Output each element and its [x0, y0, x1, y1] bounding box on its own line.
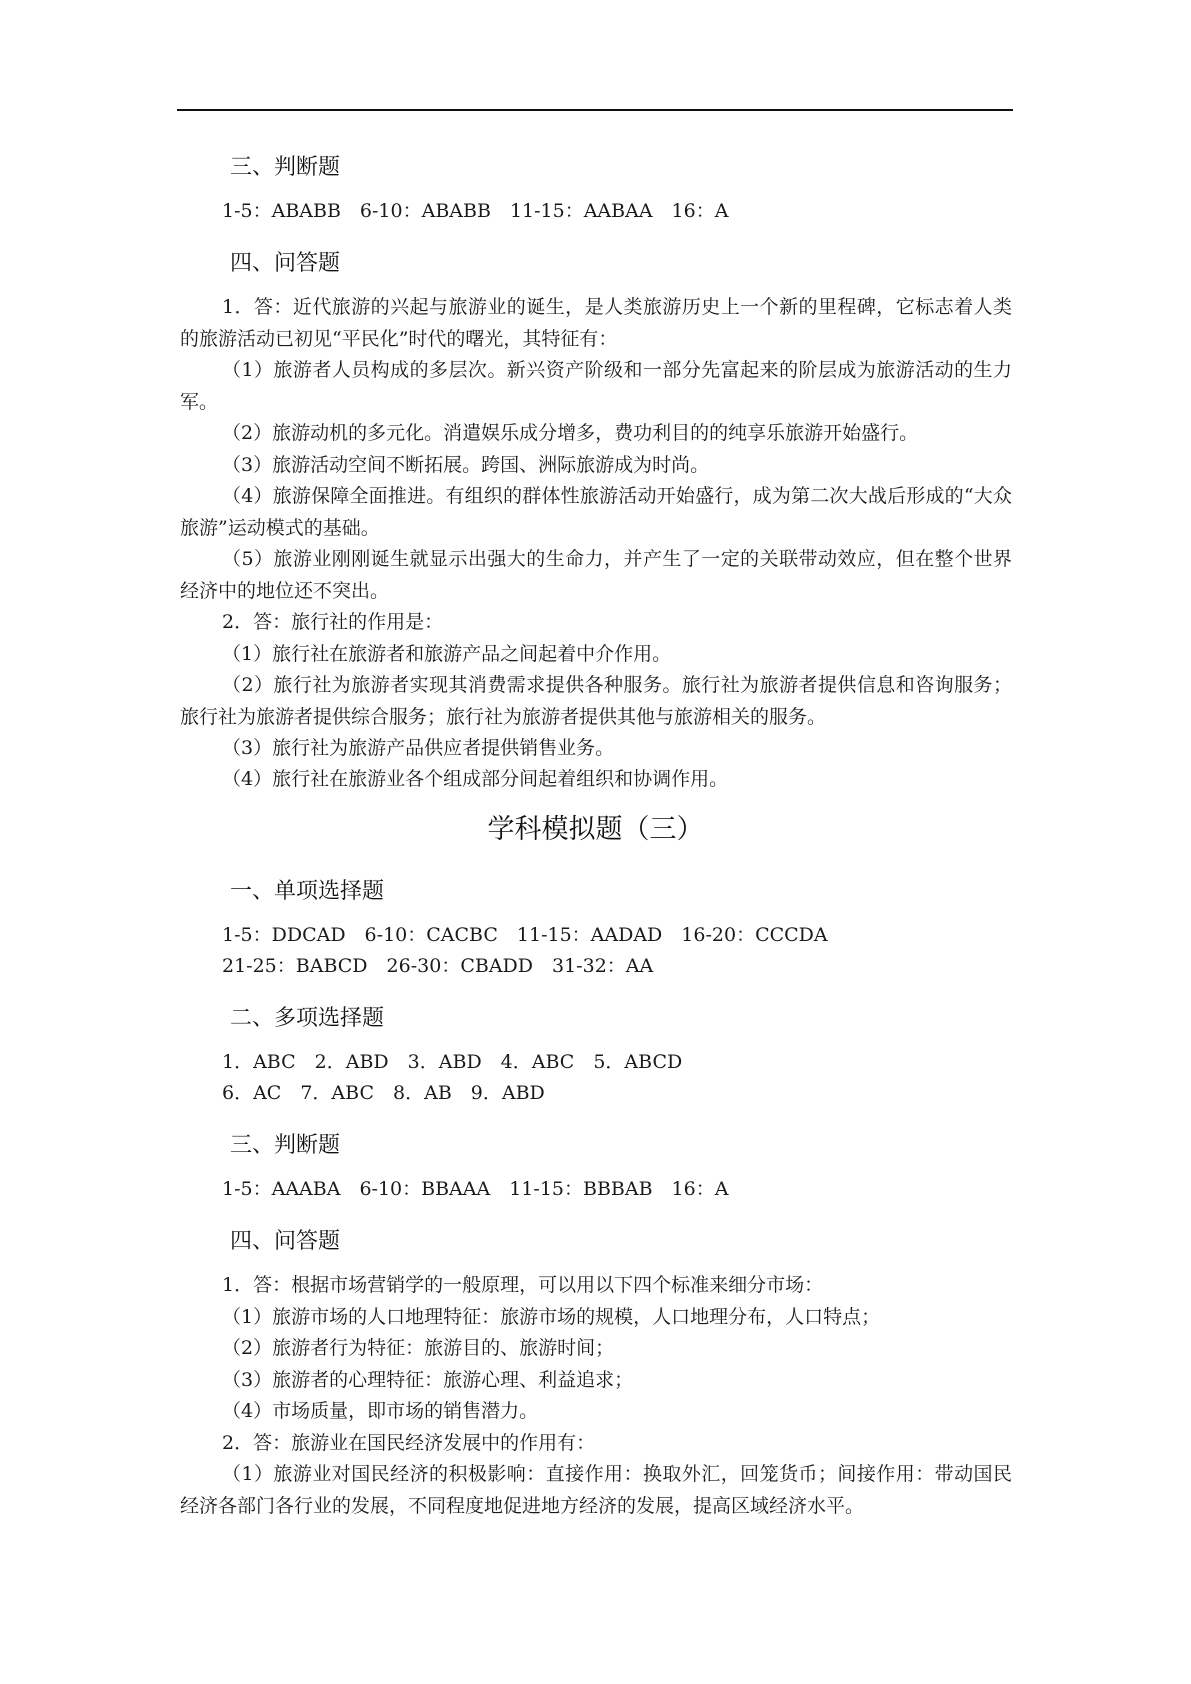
q1-point-3-2: （3）旅游者的心理特征：旅游心理、利益追求； [222, 1369, 634, 1391]
q1-point-3: （3）旅游活动空间不断拓展。跨国、洲际旅游成为时尚。 [222, 454, 710, 476]
q1-intro: 1．答：近代旅游的兴起与旅游业的诞生，是人类旅游历史上一个新的里程碑，它标志着人类的旅游活动已初见“平民化”时代的曙光，其特征有： [180, 296, 1012, 350]
q1-point-2-2: （2）旅游者行为特征：旅游目的、旅游时间； [222, 1337, 615, 1359]
q2-intro: 2．答：旅行社的作用是： [222, 611, 444, 633]
single-choice-heading: 一、单项选择题 [230, 879, 385, 904]
q1-point-2: （2）旅游动机的多元化。消遣娱乐成分增多，费功利目的的纯享乐旅游开始盛行。 [222, 422, 919, 444]
q2-point-1-2: （1）旅游业对国民经济的积极影响：直接作用：换取外汇，回笼货币；间接作用：带动国民经济各部门各行业的发展，不同程度地促进地方经济的发展，提高区域经济水平。 [180, 1463, 1012, 1517]
header-rule [177, 109, 1013, 111]
q2-point-3: （3）旅行社为旅游产品供应者提供销售业务。 [222, 737, 615, 759]
multi-choice-heading: 二、多项选择题 [230, 1006, 385, 1031]
qa-heading-2: 四、问答题 [230, 1229, 341, 1254]
page-title: 学科模拟题（三） [487, 814, 704, 845]
qa-heading: 四、问答题 [230, 251, 341, 276]
q1-point-4-2: （4）市场质量，即市场的销售潜力。 [222, 1400, 539, 1422]
judge-heading: 三、判断题 [230, 155, 341, 180]
single-choice-answers-1: 1-5：DDCAD 6-10：CACBC 11-15：AADAD 16-20：CCCDA [222, 924, 828, 946]
q2-point-1: （1）旅行社在旅游者和旅游产品之间起着中介作用。 [222, 643, 672, 665]
q1-point-4: （4）旅游保障全面推进。有组织的群体性旅游活动开始盛行，成为第二次大战后形成的“大众旅游”运动模式的基础。 [180, 485, 1012, 539]
single-choice-answers-2: 21-25：BABCD 26-30：CBADD 31-32：AA [222, 955, 654, 977]
judge-heading-2: 三、判断题 [230, 1133, 341, 1158]
q1-point-5: （5）旅游业刚刚诞生就显示出强大的生命力，并产生了一定的关联带动效应，但在整个世界经济中的地位还不突出。 [180, 548, 1012, 602]
multi-choice-answers-2: 6．AC 7．ABC 8．AB 9．ABD [222, 1082, 545, 1104]
q2-intro-2: 2．答：旅游业在国民经济发展中的作用有： [222, 1432, 596, 1454]
q2-point-4: （4）旅行社在旅游业各个组成部分间起着组织和协调作用。 [222, 768, 729, 790]
multi-choice-answers-1: 1．ABC 2．ABD 3．ABD 4．ABC 5．ABCD [222, 1051, 683, 1073]
q2-point-2: （2）旅行社为旅游者实现其消费需求提供各种服务。旅行社为旅游者提供信息和咨询服务；旅行社为旅游者提供综合服务；旅行社为旅游者提供其他与旅游相关的服务。 [180, 674, 1012, 728]
q1-point-1-2: （1）旅游市场的人口地理特征：旅游市场的规模，人口地理分布，人口特点； [222, 1306, 881, 1328]
q1-point-1: （1）旅游者人员构成的多层次。新兴资产阶级和一部分先富起来的阶层成为旅游活动的生力军。 [180, 359, 1012, 413]
judge-answers: 1-5：ABABB 6-10：ABABB 11-15：AABAA 16：A [222, 200, 729, 222]
q1-intro-2: 1．答：根据市场营销学的一般原理，可以用以下四个标准来细分市场： [222, 1274, 824, 1296]
judge-answers-2: 1-5：AAABA 6-10：BBAAA 11-15：BBBAB 16：A [222, 1178, 729, 1200]
